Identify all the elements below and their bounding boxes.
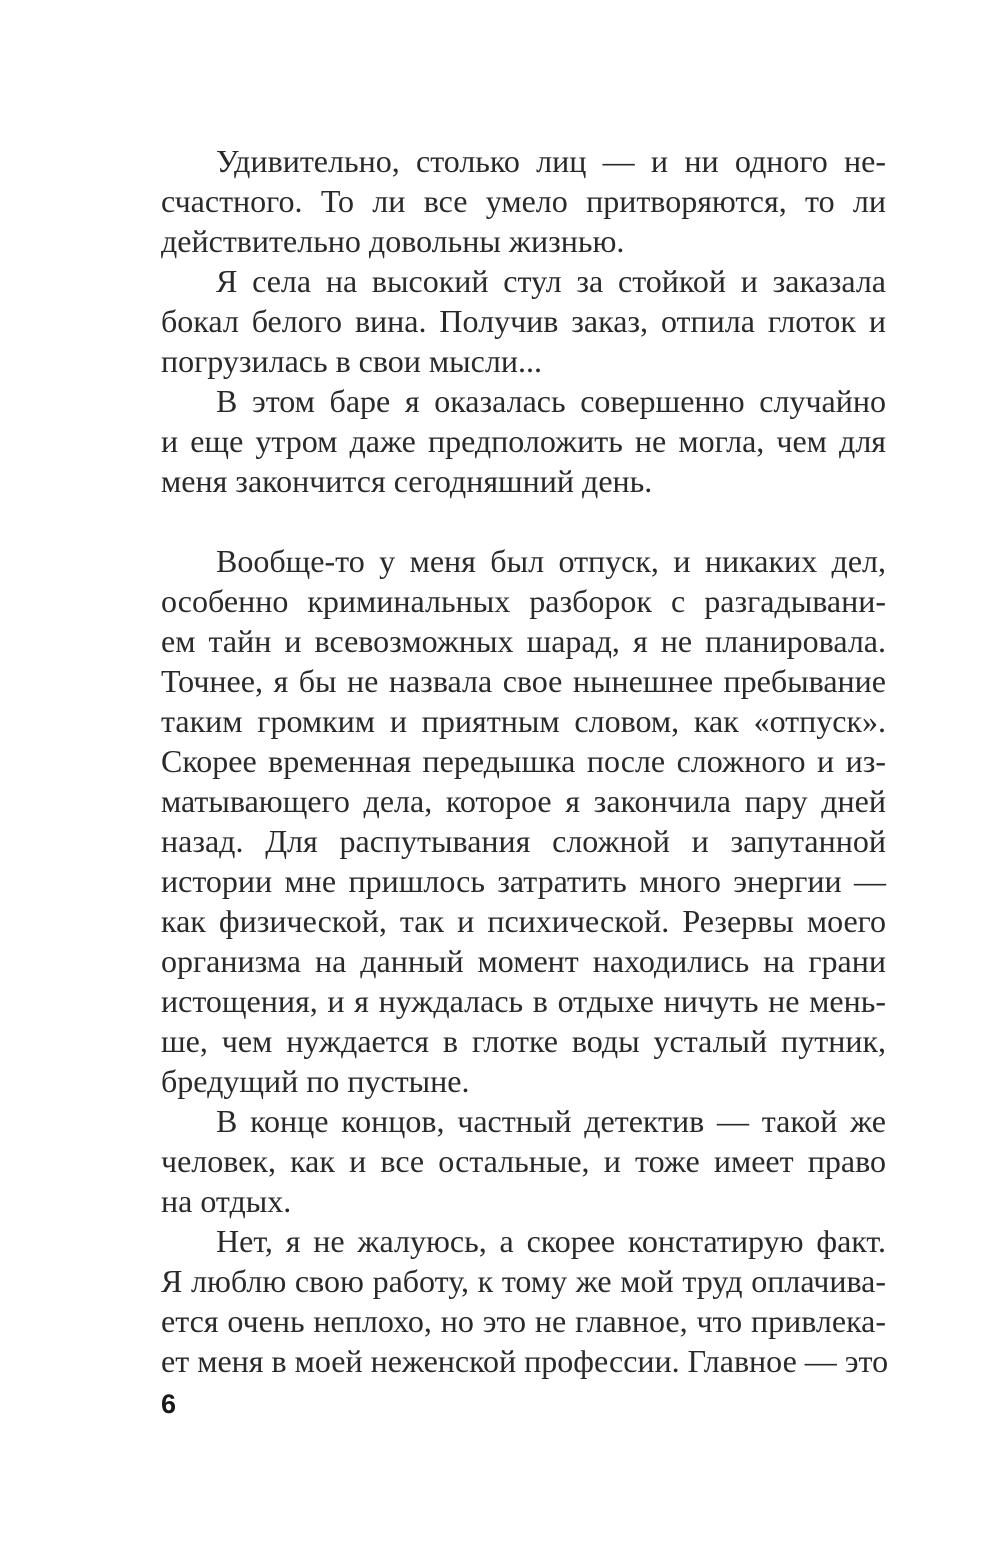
text-line: человек, как и все остальные, и тоже имеет право <box>161 1143 886 1179</box>
text-line: Я люблю свою работу, к тому же мой труд оплачива- <box>161 1263 886 1299</box>
text-line: В этом баре я оказалась совершенно случайно <box>216 383 886 419</box>
text-line: истощения, и я нуждалась в отдыхе ничуть не мень- <box>161 983 886 1019</box>
page-number: 6 <box>161 1389 177 1419</box>
text-line: и еще утром даже предположить не могла, чем для <box>161 423 886 459</box>
text-line: бредущий по пустыне. <box>161 1063 470 1099</box>
text-line: ше, чем нуждается в глотке воды усталый путник, <box>161 1023 886 1059</box>
text-line: Удивительно, столько лиц — и ни одного не- <box>216 143 886 179</box>
text-line: В конце концов, частный детектив — такой же <box>216 1103 886 1139</box>
text-line: истории мне пришлось затратить много энергии — <box>161 863 886 899</box>
text-line: ется очень неплохо, но это не главное, что привлека- <box>161 1303 886 1339</box>
text-line: меня закончится сегодняшний день. <box>161 463 653 499</box>
body-text <box>161 141 889 1381</box>
text-line: Вообще-то у меня был отпуск, и никаких дел, <box>216 543 886 579</box>
text-line: назад. Для распутывания сложной и запутанной <box>161 823 886 859</box>
text-line: ет меня в моей неженской профессии. Главное — это <box>161 1343 889 1379</box>
text-line: погрузилась в свои мысли... <box>161 343 542 379</box>
text-line: как физической, так и психической. Резервы моего <box>161 903 886 939</box>
text-line: бокал белого вина. Получив заказ, отпила глоток и <box>161 303 886 339</box>
text-line: таким громким и приятным словом, как «отпуск». <box>161 703 886 739</box>
text-line: счастного. То ли все умело притворяются, то ли <box>161 183 886 219</box>
text-line: ем тайн и всевозможных шарад, я не планировала. <box>161 623 886 659</box>
text-line: особенно криминальных разборок с разгадывани- <box>161 583 886 619</box>
text-line: Я села на высокий стул за стойкой и заказала <box>216 263 886 299</box>
text-line: на отдых. <box>161 1183 292 1219</box>
text-line: действительно довольны жизнью. <box>161 223 625 259</box>
text-line: Скорее временная передышка после сложного и из- <box>161 743 886 779</box>
text-line: Точнее, я бы не назвала свое нынешнее пребывание <box>161 663 886 699</box>
text-line: Нет, я не жалуюсь, а скорее констатирую факт. <box>216 1223 886 1259</box>
text-line: организма на данный момент находились на грани <box>161 943 886 979</box>
text-line: матывающего дела, которое я закончила пару дней <box>161 783 886 819</box>
